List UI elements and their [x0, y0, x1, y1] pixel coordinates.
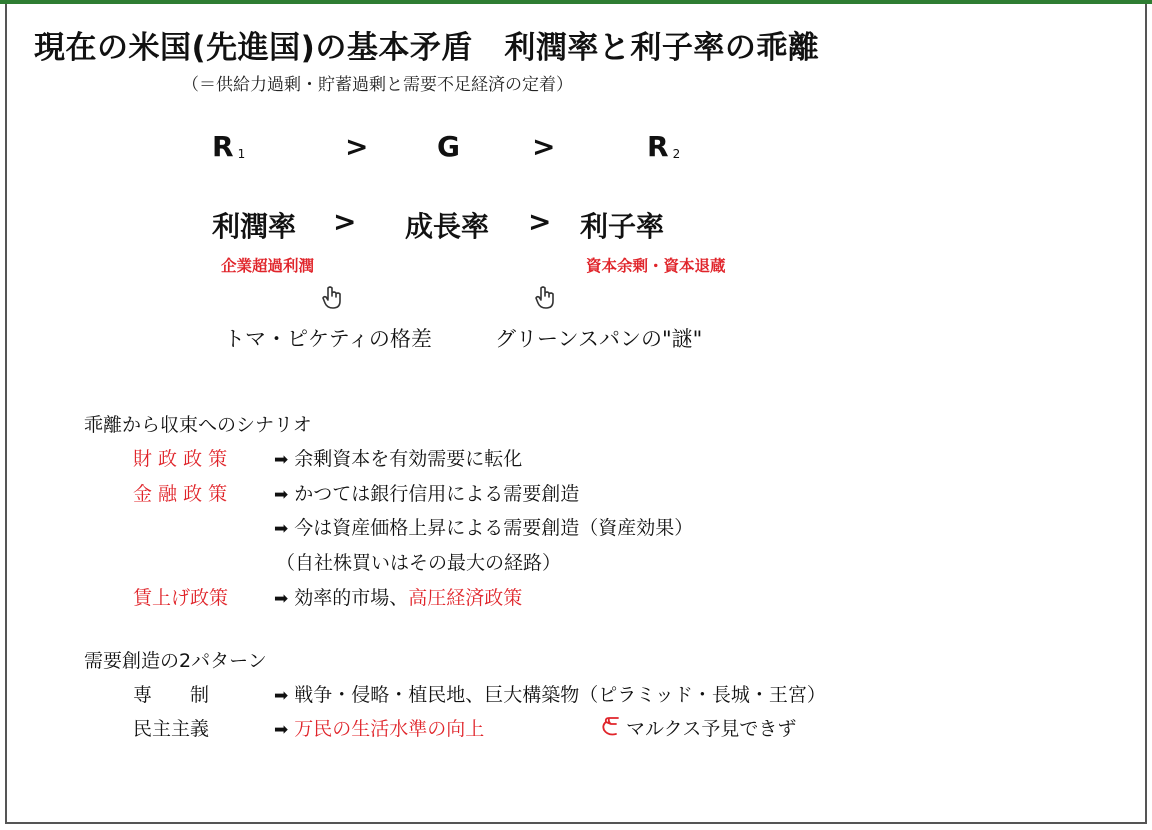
- growth-rate-label: 成長率: [405, 210, 490, 243]
- greenspan-conundrum-label: グリーンスパンの"謎": [495, 327, 703, 351]
- formula-gt-1: >: [345, 130, 369, 163]
- profit-rate-label: 利潤率: [212, 210, 297, 243]
- formula-r1: R $_1$: [212, 130, 246, 163]
- right-arrow-icon: ➡: [274, 450, 289, 470]
- democracy-text: ➡ 万民の生活水準の向上: [274, 718, 485, 740]
- formula-gt-2: >: [532, 130, 556, 163]
- patterns-heading: 需要創造の2パターン: [84, 650, 267, 672]
- despotism-text: ➡ 戦争・侵略・植民地、巨大構築物（ピラミッド・長城・王宮）: [274, 684, 826, 706]
- democracy-label: 民主主義: [133, 718, 210, 740]
- page-title: 現在の米国(先進国)の基本矛盾 利潤率と利子率の乖離: [34, 30, 820, 66]
- wage-policy-label: 賃上げ政策: [133, 587, 229, 609]
- buyback-note: （自社株買いはその最大の経路）: [276, 552, 562, 574]
- formula-r2: R $_2$: [647, 130, 681, 163]
- monetary-policy-text-1: ➡ かつては銀行信用による需要創造: [274, 483, 580, 505]
- pointing-hand-icon: [598, 714, 624, 740]
- fiscal-policy-text: ➡ 余剰資本を有効需要に転化: [274, 448, 523, 470]
- words-gt-1: >: [333, 205, 357, 238]
- capital-surplus-note: 資本余剰・資本退蔵: [586, 257, 726, 275]
- excess-profit-note: 企業超過利潤: [221, 257, 315, 275]
- formula-g: G: [437, 130, 460, 163]
- marx-note: マルクス予見できず: [626, 718, 797, 740]
- pointing-hand-icon: [531, 284, 559, 312]
- despotism-label: 専 制: [133, 684, 210, 706]
- pointing-hand-icon: [318, 284, 346, 312]
- words-gt-2: >: [528, 205, 552, 238]
- wage-policy-text: ➡ 効率的市場、高圧経済政策: [274, 587, 523, 609]
- right-arrow-icon: ➡: [274, 589, 289, 609]
- monetary-policy-text-2: ➡ 今は資産価格上昇による需要創造（資産効果）: [274, 517, 694, 539]
- interest-rate-label: 利子率: [580, 210, 665, 243]
- scenario-heading: 乖離から収束へのシナリオ: [84, 414, 312, 436]
- right-arrow-icon: ➡: [274, 720, 289, 740]
- monetary-policy-label: 金 融 政 策: [133, 483, 228, 505]
- piketty-inequality-label: トマ・ピケティの格差: [224, 327, 432, 351]
- right-arrow-icon: ➡: [274, 485, 289, 505]
- page-subtitle: （＝供給力過剰・貯蓄過剰と需要不足経済の定着）: [182, 75, 573, 95]
- fiscal-policy-label: 財 政 政 策: [133, 448, 228, 470]
- right-arrow-icon: ➡: [274, 686, 289, 706]
- right-arrow-icon: ➡: [274, 519, 289, 539]
